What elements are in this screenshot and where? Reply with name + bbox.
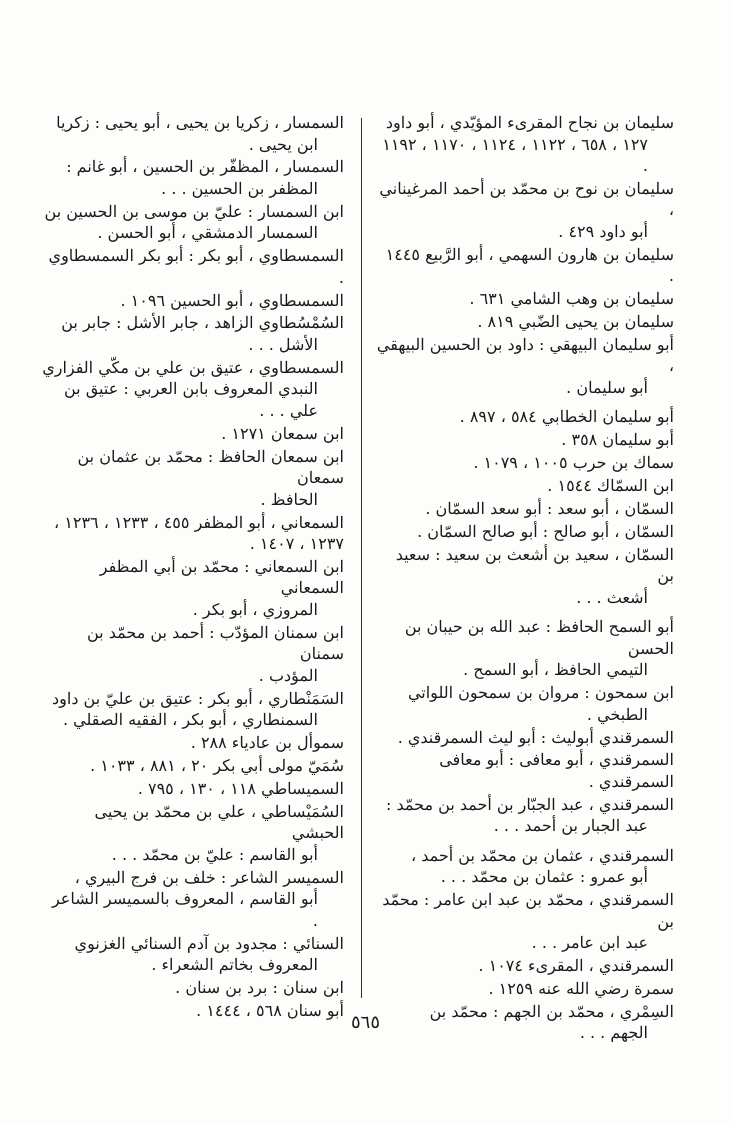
index-entry-continuation: أشعث . . . [576, 587, 648, 607]
index-entry-continuation: التيمي الحافظ ، أبو السمح . [463, 660, 648, 680]
index-entry [42, 201, 344, 244]
index-entry-continuation: المروزي ، أبو بكر . [192, 599, 318, 619]
index-entry [376, 978, 674, 1000]
index-entry-text: السميسر الشاعر : خلف بن فرج البيري ، [74, 867, 344, 887]
index-entry [376, 244, 674, 287]
index-entry [42, 512, 344, 555]
index-entry [376, 498, 674, 520]
index-entry-text: السمرقندي ، عبد الجبّار بن أحمد بن محمّد : [386, 794, 674, 814]
index-entry-text: أبو السمح الحافظ : عبد الله بن حيبان بن الحسن [404, 617, 674, 658]
index-entry-continuation: أبو القاسم ، المعروف بالسميسر الشاعر . [51, 889, 318, 930]
index-entry-text: السمسطاوي ، أبو بكر : أبو بكر السمسطاوي . [48, 246, 344, 287]
index-entry [376, 727, 674, 749]
index-entry-text: السُمْسُطاوي الزاهد ، جابر الأشل : جابر بن [61, 313, 344, 333]
index-entry-text: السمرقندي ، محمّد بن عبد ابن عامر : محمّد بن [382, 890, 674, 931]
index-entry-continuation: أبو داود ٤٢٩ . [558, 221, 648, 241]
index-entry-text: ابن السمعاني : محمّد بن أبي المظفر السمعاني [99, 556, 344, 598]
index-entry [376, 749, 674, 792]
index-entry-text: السمسار ، المظفّر بن الحسين ، أبو غانم : [66, 157, 344, 177]
index-entry [376, 544, 674, 609]
column-divider [361, 118, 362, 998]
index-entry-continuation: الجهم . . . [579, 1023, 648, 1043]
index-entry-text: السمرقندي ، المقرىء ١٠٧٤ . [478, 956, 674, 976]
index-entry-text: سمرة رضي الله عنه ١٢٥٩ . [488, 979, 674, 999]
index-entry [376, 682, 674, 725]
index-entry-continuation: أبو القاسم : عليّ بن محمّد . . . [111, 844, 318, 864]
index-entry-continuation: ابن يحيى . [248, 134, 318, 154]
index-entry-continuation: ١٢٧ ، ٦٥٨ ، ١١٢٢ ، ١١٢٤ ، ١١٧٠ ، ١١٩٢ . [382, 134, 648, 175]
index-entry-continuation: أبو سليمان . [566, 377, 648, 397]
index-entry-text: السمسار ، زكريا بن يحيى ، أبو يحيى : زكريا [56, 113, 344, 132]
index-entry [42, 688, 344, 731]
index-entry [42, 156, 344, 199]
index-entry [376, 452, 674, 474]
index-entry [376, 475, 674, 497]
index-entry-text: السمسطاوي ، عتيق بن علي بن مكّي الفزاري [42, 357, 344, 377]
index-entry-text: أبو سليمان البيهقي : داود بن الحسين البيهقي ، [376, 334, 674, 376]
index-entry-text: ابن سمعان ١٢٧١ . [221, 423, 344, 443]
index-entry [42, 357, 344, 422]
index-entry [42, 977, 344, 999]
index-entry-text: السمّان ، أبو سعد : أبو سعد السمّان . [425, 499, 674, 519]
index-entry [42, 245, 344, 288]
index-entry [42, 622, 344, 687]
index-entry [376, 112, 674, 177]
index-entry [376, 521, 674, 543]
index-entry-continuation: السمسار الدمشقي ، أبو الحسن . [97, 223, 318, 243]
index-entry-continuation: المؤدب . [258, 665, 318, 685]
index-entry-continuation: النبدي المعروف بابن العربي : عتيق بن علي . . . [63, 379, 318, 420]
index-entry-text: ابن سمحون : مروان بن سمحون اللواتي [407, 683, 674, 703]
index-entry [376, 616, 674, 681]
index-entry [376, 429, 674, 451]
index-entry [376, 845, 674, 888]
index-entry [42, 112, 344, 155]
index-entry-text: ابن سمنان المؤدّب : أحمد بن محمّد بن سمنان [87, 622, 344, 664]
index-entry-text: سماك بن حرب ١٠٠٥ ، ١٠٧٩ . [473, 453, 674, 473]
index-entry-continuation: السمنطاري ، أبو بكر ، الفقيه الصقلي . [62, 710, 318, 730]
index-entry-continuation: عبد ابن عامر . . . [531, 933, 648, 953]
index-entry-text: السمّان ، سعيد بن أشعث بن سعيد : سعيد بن [395, 544, 674, 586]
index-column-left [42, 112, 344, 1023]
index-entry-text: السُمَيْساطي ، علي بن محمّد بن يحيى الحبشي [94, 801, 344, 843]
index-entry-text: السِمْري ، محمّد بن الجهم : محمّد بن [429, 1001, 674, 1021]
index-entry [376, 889, 674, 954]
index-entry [42, 732, 344, 754]
index-entry-continuation: الأشل . . . [248, 334, 318, 354]
index-entry-text: أبو سليمان الخطابي ٥٨٤ ، ٨٩٧ . [459, 407, 674, 427]
index-entry-continuation: الحافظ . [260, 489, 318, 509]
index-entry-text: ابن سنان : برد بن سنان . [175, 977, 344, 997]
index-entry [376, 794, 674, 837]
index-entry [42, 755, 344, 777]
index-entry-text: السمعاني ، أبو المظفر ٤٥٥ ، ١٢٣٣ ، ١٢٣٦ ، ١٢٣٧ ، ١٤٠٧ . [54, 512, 344, 554]
index-entry-text: السنائي : مجدود بن آدم السنائي الغزنوي [74, 933, 344, 953]
index-entry [42, 312, 344, 355]
index-entry-text: السمرقندي ، أبو معافى : أبو معافى السمرقندي . [439, 750, 674, 791]
index-entry [42, 801, 344, 866]
index-entry [376, 288, 674, 310]
index-entry-text: سليمان بن هارون السهمي ، أبو الرَّبيع ١٤٤٥ . [385, 244, 674, 286]
index-entry [42, 933, 344, 976]
index-entry-text: السمّان ، أبو صالح : أبو صالح السمّان . [417, 521, 674, 541]
index-entry-text: أبو سليمان ٣٥٨ . [561, 430, 674, 450]
index-entry-text: سليمان بن وهب الشامي ٦٣١ . [469, 289, 674, 309]
index-entry-text: السمسطاوي ، أبو الحسين ١٠٩٦ . [120, 290, 344, 310]
index-entry-text: سُمَيّ مولى أبي بكر ٢٠ ، ٨٨١ ، ١٠٣٣ . [90, 755, 344, 775]
index-entry-text: سليمان بن نجاح المقرىء المؤيّدي ، أبو داود [385, 113, 674, 132]
index-entry [376, 406, 674, 428]
index-entry-text: سليمان بن نوح بن محمّد بن أحمد المرغيناني ، [379, 178, 674, 220]
index-entry-text: السمرقندي أبوليث : أبو ليث السمرقندي . [397, 727, 674, 747]
index-entry-continuation: المظفر بن الحسين . . . [161, 178, 318, 198]
index-entry-text: سموأل بن عادياء ٢٨٨ . [190, 733, 344, 753]
index-entry-continuation: أبو عمرو : عثمان بن محمّد . . . [440, 867, 648, 887]
index-entry-continuation: الطبخي . [586, 704, 648, 724]
page-number: ٥٦٥ [350, 1012, 380, 1033]
index-entry-text: سليمان بن يحيى الضّبي ٨١٩ . [477, 312, 674, 332]
index-entry-continuation: عبد الجبار بن أحمد . . . [493, 816, 648, 836]
index-entry [42, 423, 344, 445]
index-entry-continuation: المعروف بخاتم الشعراء . [151, 955, 318, 975]
index-entry-text: السَمَنْطاري ، أبو بكر : عتيق بن عليّ بن داود [52, 688, 344, 708]
index-entry [42, 778, 344, 800]
index-entry [376, 311, 674, 333]
index-entry [42, 290, 344, 312]
index-entry-text: ابن السمسار : عليّ بن موسى بن الحسين بن [44, 201, 344, 221]
index-entry [42, 556, 344, 621]
index-entry [376, 955, 674, 977]
index-column-right [376, 112, 674, 1045]
index-entry-text: أبو سنان ٥٦٨ ، ١٤٤٤ . [196, 1000, 344, 1020]
index-entry-text: السمرقندي ، عثمان بن محمّد بن أحمد ، [410, 845, 674, 865]
index-entry [42, 867, 344, 932]
index-entry [376, 334, 674, 399]
index-entry-text: السميساطي ١١٨ ، ١٣٠ ، ٧٩٥ . [137, 778, 344, 798]
index-entry [42, 446, 344, 511]
index-entry-text: ابن السمّاك ١٥٤٤ . [547, 476, 674, 496]
index-entry-text: ابن سمعان الحافظ : محمّد بن عثمان بن سمعان [77, 446, 344, 488]
index-entry [376, 178, 674, 243]
